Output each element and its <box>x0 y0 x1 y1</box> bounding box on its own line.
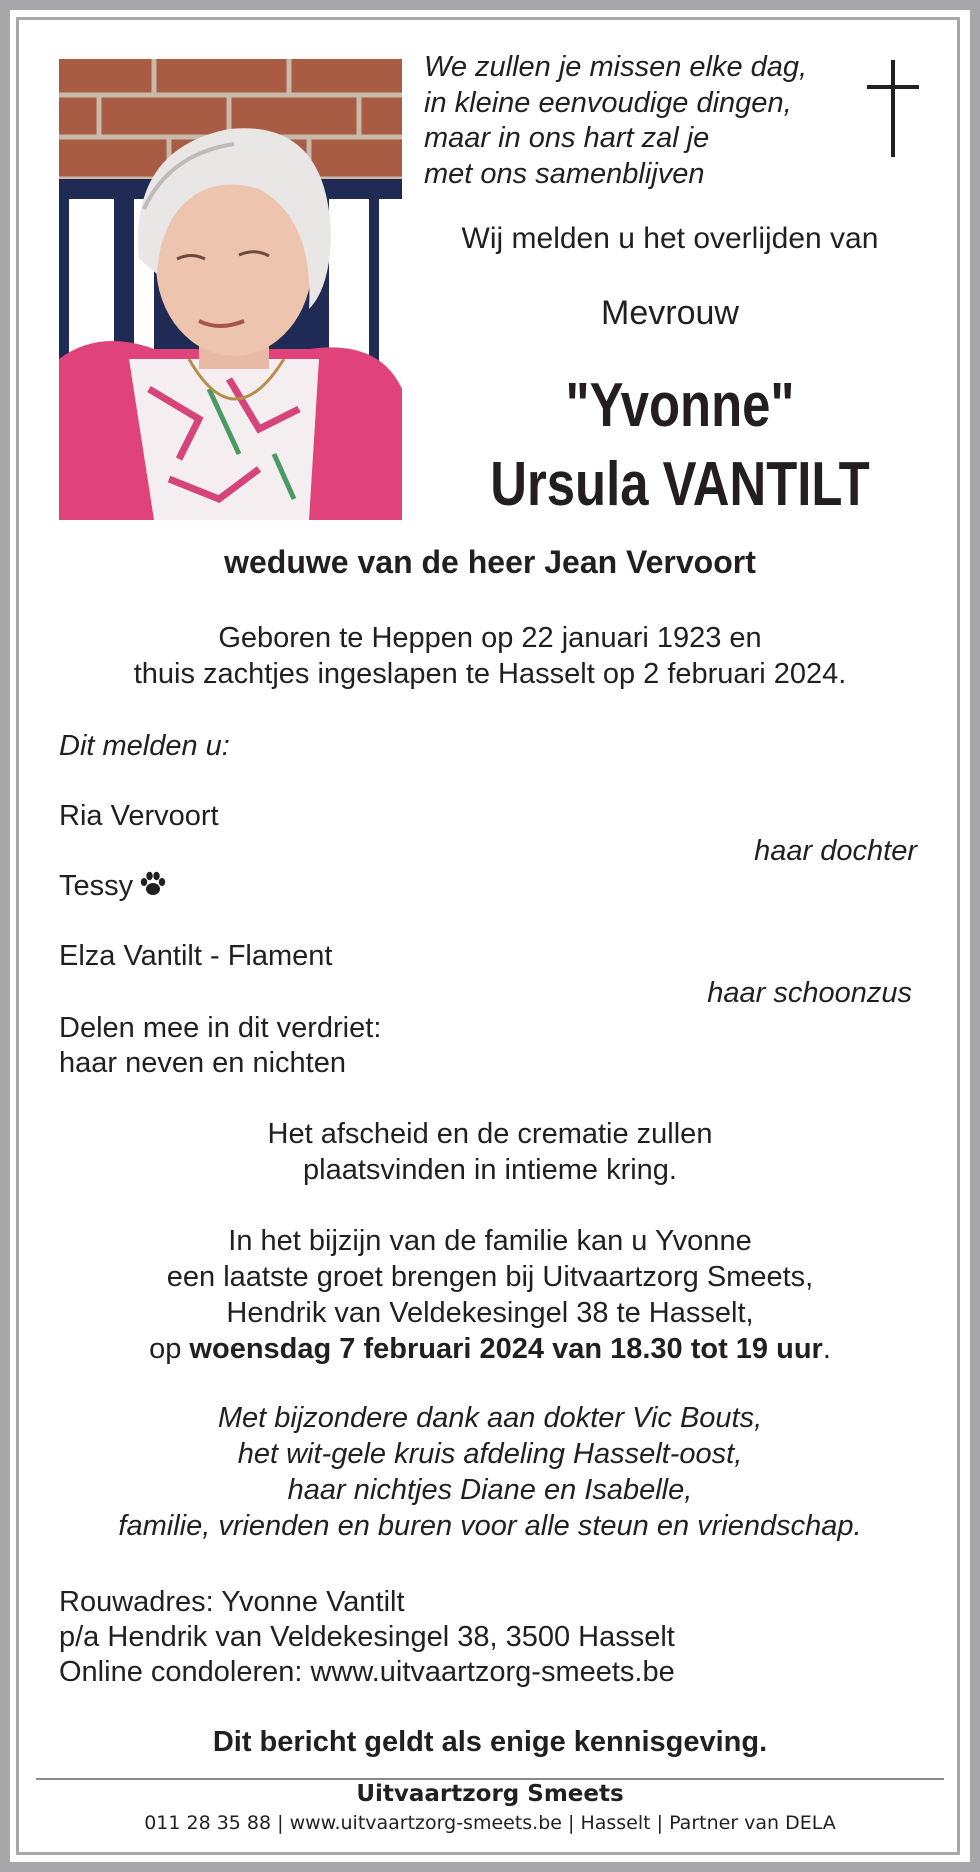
family-member-pet <box>59 870 167 905</box>
visit-line: In het bijzijn van de familie kan u Yvonne <box>228 1225 752 1257</box>
ceremony-info <box>0 1116 980 1188</box>
announcement: Wij melden u het overlijden van <box>461 222 879 255</box>
portrait-photo <box>59 59 402 520</box>
born-line: Geboren te Heppen op 22 januari 1923 en <box>218 622 762 654</box>
online-condolence-line: Online condoleren: www.uitvaartzorg-smeets.be <box>59 1656 675 1688</box>
cross-icon <box>863 60 923 160</box>
thanks-line: familie, vrienden en buren voor alle steun en vriendschap. <box>118 1510 862 1542</box>
share-grief-line: haar neven en nichten <box>59 1047 346 1079</box>
footer-divider <box>36 1778 944 1780</box>
poem-line: maar in ons hart zal je <box>424 122 710 154</box>
ceremony-line: plaatsvinden in intieme kring. <box>303 1154 677 1186</box>
paw-icon <box>139 871 167 905</box>
family-intro: Dit melden u: <box>59 730 230 762</box>
address-line: Rouwadres: Yvonne Vantilt <box>59 1586 405 1618</box>
thanks-line: het wit-gele kruis afdeling Hasselt-oost, <box>237 1438 743 1470</box>
visit-line <box>0 1331 980 1367</box>
funeral-home-contact: 011 28 35 88 | www.uitvaartzorg-smeets.be | Hasselt | Partner van DELA <box>144 1812 836 1834</box>
widow-of: weduwe van de heer Jean Vervoort <box>224 544 756 580</box>
visit-line: Hendrik van Veldekesingel 38 te Hasselt, <box>226 1297 754 1329</box>
family-member-name: Ria Vervoort <box>59 800 219 832</box>
ceremony-line: Het afscheid en de crematie zullen <box>267 1118 713 1150</box>
deceased-name <box>459 366 902 524</box>
visit-line: een laatste groet brengen bij Uitvaartzorg Smeets, <box>166 1261 814 1293</box>
nickname: "Yvonne" <box>565 371 795 440</box>
visit-suffix: . <box>822 1333 831 1365</box>
born-line: thuis zachtjes ingeslapen te Hasselt op 2 februari 2024. <box>133 658 847 690</box>
thanks-line: Met bijzondere dank aan dokter Vic Bouts, <box>217 1402 763 1434</box>
sole-notice: Dit bericht geldt als enige kennisgeving. <box>212 1726 768 1758</box>
share-grief-line: Delen mee in dit verdriet: <box>59 1012 382 1044</box>
honorific-title: Mevrouw <box>601 294 739 332</box>
family-member-name: Elza Vantilt - Flament <box>59 940 333 972</box>
poem-line: We zullen je missen elke dag, <box>424 51 808 83</box>
family-member-name: Tessy <box>59 870 134 902</box>
family-member-relation: haar schoonzus <box>707 977 912 1009</box>
birth-death-info <box>0 620 980 692</box>
visit-datetime: woensdag 7 februari 2024 van 18.30 tot 19 uur <box>189 1333 823 1365</box>
family-member-relation: haar dochter <box>754 835 917 867</box>
address-line: p/a Hendrik van Veldekesingel 38, 3500 Hasselt <box>59 1621 675 1653</box>
visitation-info <box>0 1223 980 1367</box>
visit-prefix: op <box>149 1333 182 1365</box>
poem-line: met ons samenblijven <box>424 157 705 190</box>
full-name: Ursula VANTILT <box>490 450 870 519</box>
thanks-message <box>0 1400 980 1544</box>
poem <box>424 50 864 192</box>
mourning-address <box>59 1585 675 1690</box>
funeral-home-name: Uitvaartzorg Smeets <box>356 1781 624 1807</box>
thanks-line: haar nichtjes Diane en Isabelle, <box>287 1474 693 1506</box>
poem-line: in kleine eenvoudige dingen, <box>424 86 792 119</box>
